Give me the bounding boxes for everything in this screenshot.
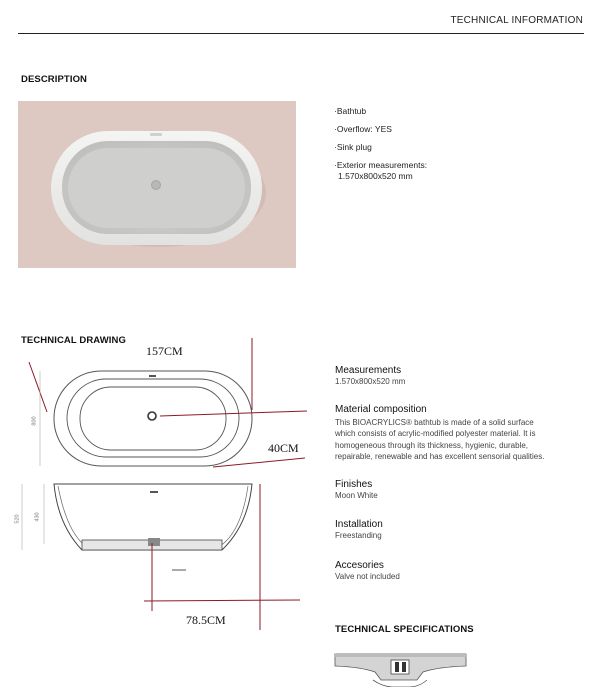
material-heading: Material composition [335, 403, 427, 415]
description-item: ·Bathtub [334, 106, 367, 116]
dimension-height-inner: 430 [34, 512, 41, 522]
description-measure-value: 1.570x800x520 mm [338, 171, 413, 181]
accessories-value: Valve not included [335, 571, 400, 581]
measurements-value: 1.570x800x520 mm [335, 377, 406, 386]
finishes-heading: Finishes [335, 478, 373, 490]
material-line: repairable, renewable and has excellent sensorial qualities. [335, 452, 545, 461]
dimension-height-top: 800 [31, 416, 38, 426]
technical-specifications-section-image [333, 650, 468, 687]
description-item: ·Overflow: YES [334, 124, 392, 134]
material-line: This BIOACRYLICS® bathtub is made of a solid surface [335, 417, 534, 427]
specs-column [335, 365, 590, 582]
bathtub-photo [18, 101, 296, 268]
material-line: which consists of acrylic-modified polyester material. It is [335, 429, 536, 438]
accessories-heading: Accesories [335, 559, 384, 571]
dimension-width-label: 40CM [268, 441, 299, 455]
description-list [334, 106, 427, 182]
description-item: ·Exterior measurements: [334, 160, 428, 170]
installation-value: Freestanding [335, 531, 382, 540]
dimension-bottom-label: 78.5CM [186, 613, 226, 627]
description-item: ·Sink plug [334, 142, 372, 152]
measurements-heading: Measurements [335, 365, 402, 376]
page-title: TECHNICAL INFORMATION [450, 15, 583, 26]
description-heading: DESCRIPTION [21, 74, 88, 85]
material-line: homogeneous through its thickness, hygienic, durable, [335, 440, 529, 450]
finishes-value: Moon White [335, 490, 378, 500]
header-divider [18, 33, 584, 34]
technical-drawing [0, 330, 320, 687]
installation-heading: Installation [335, 519, 383, 530]
technical-specifications-heading: TECHNICAL SPECIFICATIONS [335, 624, 474, 635]
dimension-length-label: 157CM [146, 344, 183, 358]
dimension-height-mid: 520 [14, 514, 21, 524]
bathtub-top-view-image [18, 101, 296, 268]
technical-drawing-heading: TECHNICAL DRAWING [21, 335, 126, 346]
